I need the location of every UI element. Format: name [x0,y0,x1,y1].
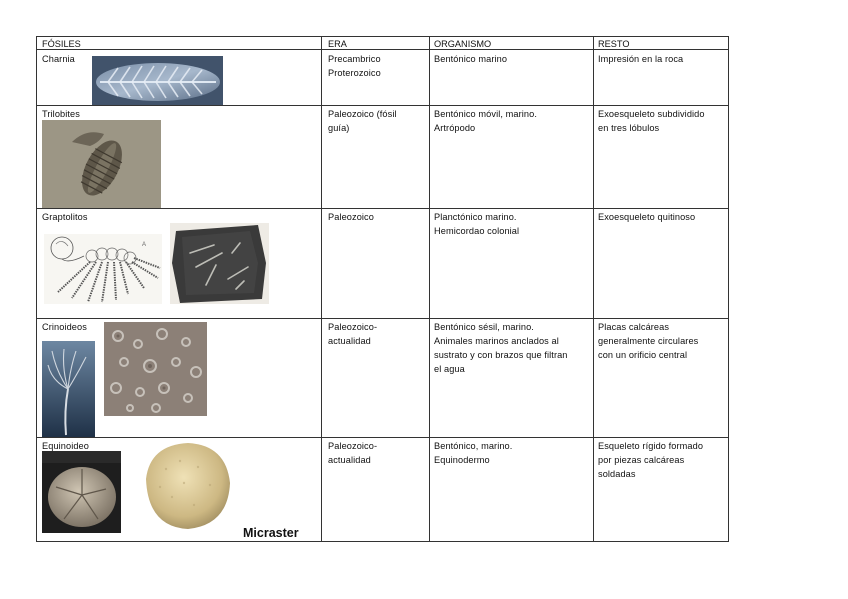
remains-line: Exoesqueleto subdividido [598,109,705,119]
remains-cell [598,52,683,66]
era-cell [328,52,381,80]
header-remains: RESTO [598,39,630,49]
organism-line: Bentónico sésil, marino. [434,322,534,332]
era-cell [328,439,377,467]
remains-line: Exoesqueleto quitinoso [598,212,696,222]
remains-cell [598,439,703,481]
era-line: Paleozoico [328,212,374,222]
fossils-table [36,36,729,542]
trilobite-fossil-image [42,120,161,208]
era-cell [328,210,374,224]
row-divider [37,318,728,319]
fossil-name: Equinoideo [42,441,89,451]
row-divider [37,437,728,438]
remains-line: en tres lóbulos [598,123,660,133]
organism-line: Bentónico móvil, marino. [434,109,537,119]
organism-line: Bentónico, marino. [434,441,513,451]
era-cell [328,320,377,348]
svg-text:A: A [142,242,147,248]
organism-cell [434,320,568,376]
organism-line: Artrópodo [434,123,476,133]
organism-line: sustrato y con brazos que filtran [434,350,568,360]
remains-line: Placas calcáreas [598,322,670,332]
organism-cell [434,439,512,467]
era-line: actualidad [328,336,371,346]
remains-line: generalmente circulares [598,336,699,346]
crinoid-illustration-image [42,341,95,437]
fossil-name: Charnia [42,54,75,64]
graptolite-drawing-image [44,234,162,304]
sea-urchin-fossil-image [42,451,121,533]
organism-line: Animales marinos anclados al [434,336,559,346]
organism-cell [434,52,507,66]
organism-line: Bentónico marino [434,54,508,64]
crinoid-rock-image [104,322,207,416]
column-divider [593,37,594,541]
row-divider [37,208,728,209]
era-line: Paleozoico (fósil [328,109,397,119]
fossil-name: Trilobites [42,109,80,119]
remains-line: soldadas [598,469,636,479]
organism-line: Equinodermo [434,455,490,465]
fossil-name: Graptolitos [42,212,88,222]
remains-line: Esqueleto rígido formado [598,441,704,451]
graptolite-rock-image [170,223,269,304]
header-era: ERA [328,39,347,49]
organism-cell [434,210,519,238]
remains-line: por piezas calcáreas [598,455,685,465]
era-line: Paleozoico- [328,322,378,332]
organism-cell [434,107,537,135]
remains-line: Impresión en la roca [598,54,684,64]
remains-cell [598,210,695,224]
organism-line: Planctónico marino. [434,212,517,222]
era-line: actualidad [328,455,371,465]
charnia-fossil-image [92,56,223,105]
remains-cell [598,320,698,362]
remains-line: con un orificio central [598,350,688,360]
organism-line: el agua [434,364,465,374]
era-line: Proterozoico [328,68,381,78]
remains-cell [598,107,705,135]
column-divider [321,37,322,541]
row-divider [37,105,728,106]
column-divider [429,37,430,541]
header-organism: ORGANISMO [434,39,492,49]
era-cell [328,107,397,135]
organism-line: Hemicordao colonial [434,226,520,236]
micraster-caption: Micraster [243,526,299,540]
era-line: Paleozoico- [328,441,378,451]
era-line: Precambrico [328,54,381,64]
era-line: guía) [328,123,350,133]
fossil-name: Crinoideos [42,322,87,332]
header-fossils: FÓSILES [42,39,81,49]
micraster-fossil-image [136,439,234,533]
